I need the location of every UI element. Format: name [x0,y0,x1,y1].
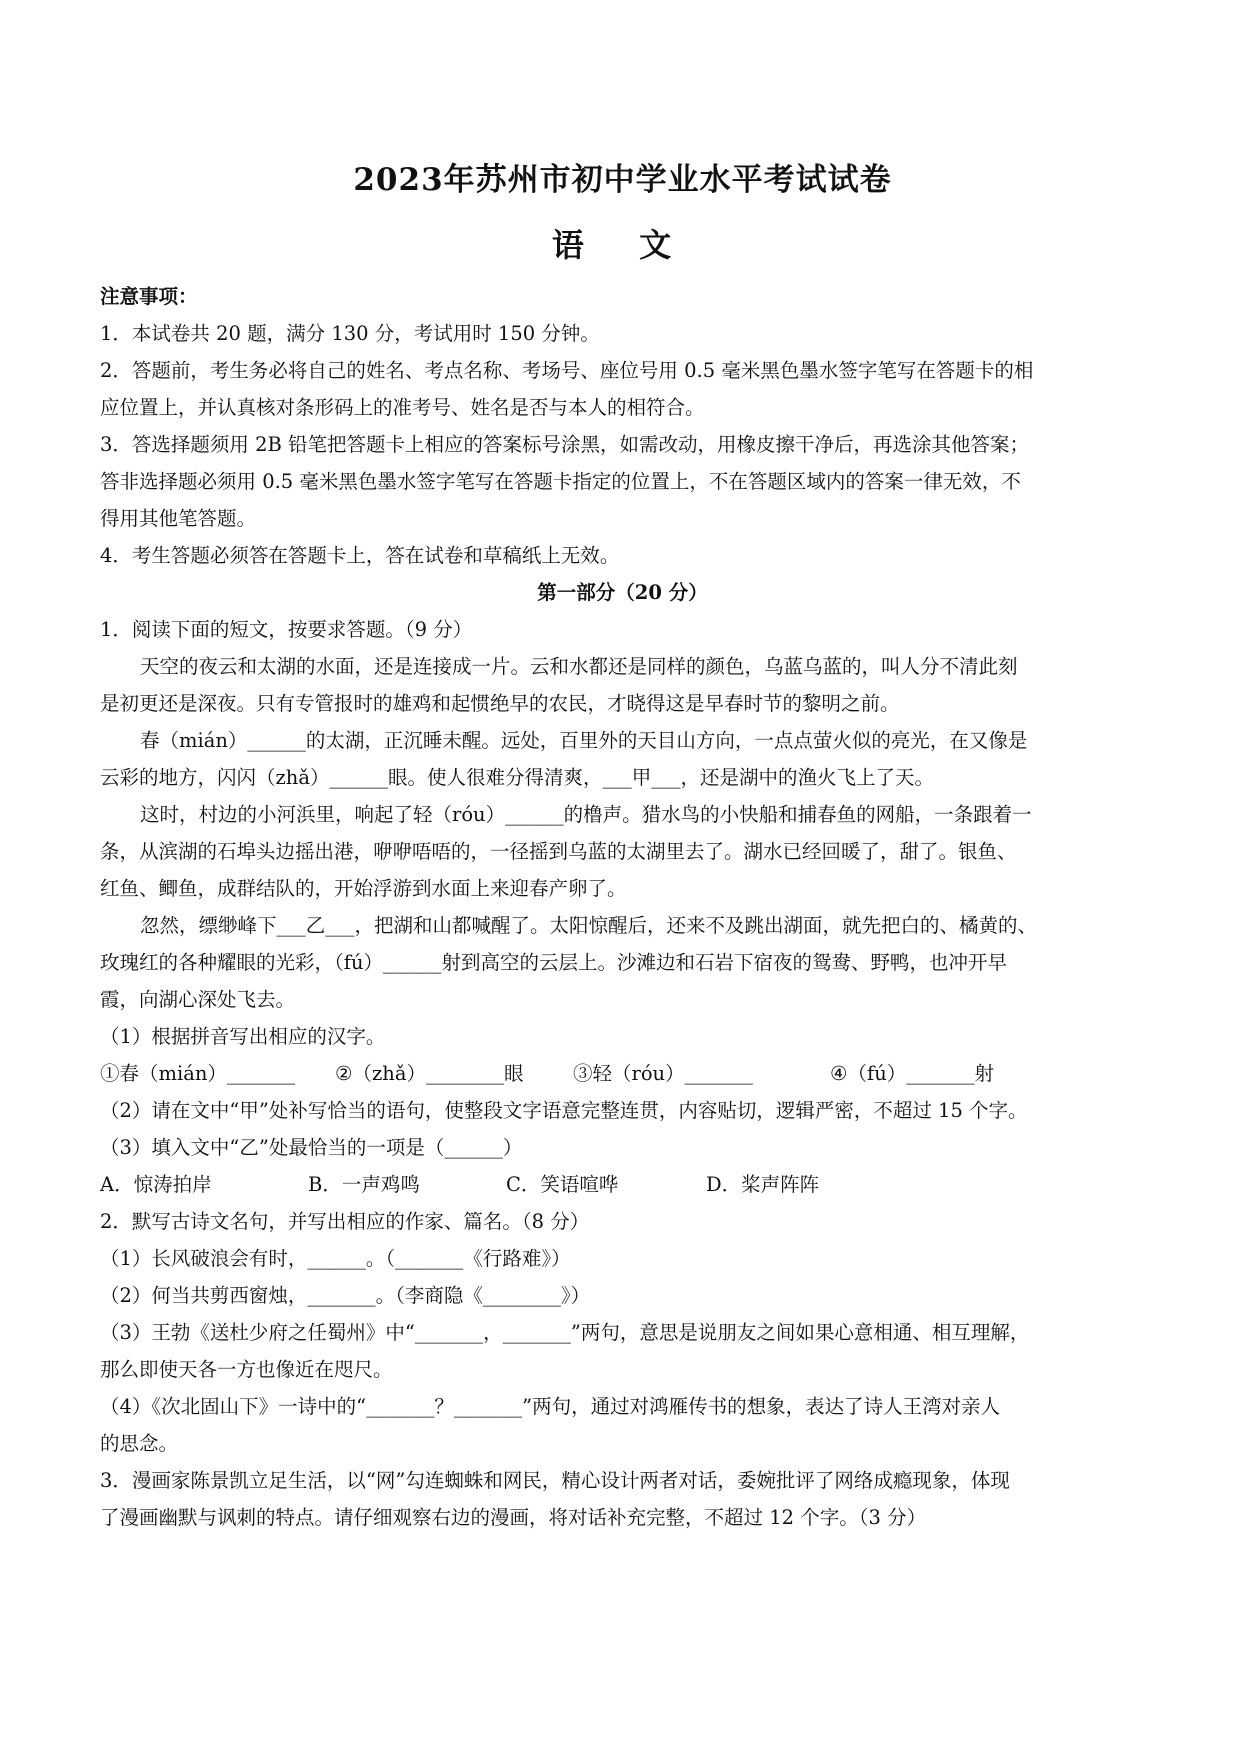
option-b: B．一声鸡鸣 [308,1173,420,1196]
exam-title: 2023年苏州市初中学业水平考试试卷 [353,162,892,198]
question-2-line: 的思念。 [100,1432,179,1455]
passage-line: 条，从滨湖的石埠头边摇出港，咿咿唔唔的，一径摇到乌蓝的太湖里去了。湖水已经回暖了，甜了。银鱼、 [100,840,1017,863]
notice-line: 应位置上，并认真核对条形码上的准考号、姓名是否与本人的相符合。 [100,396,705,419]
passage-line: 玫瑰红的各种耀眼的光彩，（fú）______射到高空的云层上。沙滩边和石岩下宿夜的鸳鸯、野鸭，也冲开早 [100,951,1008,974]
notice-line: 得用其他笔答题。 [100,507,257,530]
passage-line: 忽然，缥缈峰下___乙___，把湖和山都喊醒了。太阳惊醒后，还来不及跳出湖面，就先把白的、橘黄的、 [140,914,1038,937]
notice-line: 2．答题前，考生务必将自己的姓名、考点名称、考场号、座位号用 0.5 毫米黑色墨水签字笔写在答题卡的相 [100,359,1034,382]
passage-line: 是初更还是深夜。只有专管报时的雄鸡和起惯绝早的农民，才晓得这是早春时节的黎明之前。 [100,692,900,715]
passage-line: 霞，向湖心深处飞去。 [100,988,296,1011]
question-2-line: （4）《次北固山下》一诗中的“_______？_______”两句，通过对鸿雁传书的想象，表达了诗人王湾对亲人 [100,1395,1001,1418]
exam-page [100,150,1145,1536]
question-1-sub3: （3）填入文中“乙”处最恰当的一项是（______） [100,1136,523,1159]
pinyin-item: ④（fú）_______射 [830,1062,995,1085]
pinyin-item: ③轻（róu）_______ [573,1062,753,1085]
question-1-sub1: （1）根据拼音写出相应的汉字。 [100,1025,386,1048]
question-1-intro: 1．阅读下面的短文，按要求答题。（9 分） [100,618,473,641]
question-2-line: （3）王勃《送杜少府之任蜀州》中“_______，_______”两句，意思是说朋友之间如果心意相通、相互理解， [100,1321,1030,1344]
passage-line: 春（mián）______的太湖，正沉睡未醒。远处，百里外的天目山方向，一点点萤火似的亮光，在又像是 [140,729,1028,752]
option-c: C．笑语喧哗 [506,1173,619,1196]
question-2-line: 那么即使天各一方也像近在咫尺。 [100,1358,393,1381]
notice-line: 4．考生答题必须答在答题卡上，答在试卷和草稿纸上无效。 [100,544,620,567]
passage-line: 天空的夜云和太湖的水面，还是连接成一片。云和水都还是同样的颜色，乌蓝乌蓝的，叫人分不清此刻 [140,655,1018,678]
question-3-line: 了漫画幽默与讽刺的特点。请仔细观察右边的漫画，将对话补充完整，不超过 12 个字。（3 分） [100,1506,927,1529]
subject-title: 语 文 [551,226,694,264]
option-a: A．惊涛拍岸 [100,1173,212,1196]
question-1-sub2: （2）请在文中“甲”处补写恰当的语句，使整段文字语意完整连贯，内容贴切，逻辑严密，不超过 15 个字。 [100,1099,1028,1122]
question-3-line: 3．漫画家陈景凯立足生活，以“网”勾连蜘蛛和网民，精心设计两者对话，委婉批评了网络成瘾现象，体现 [100,1469,1010,1492]
part1-heading: 第一部分（20 分） [537,581,708,604]
pinyin-items [100,1055,1145,1092]
pinyin-item: ①春（mián）_______ [100,1062,296,1085]
notice-line: 3．答选择题须用 2B 铅笔把答题卡上相应的答案标号涂黑，如需改动，用橡皮擦干净后，再选涂其他答案； [100,433,1030,456]
passage-line: 红鱼、鲫鱼，成群结队的，开始浮游到水面上来迎春产卵了。 [100,877,627,900]
option-d: D．桨声阵阵 [706,1173,820,1196]
question-2-line: （2）何当共剪西窗烛，_______。（李商隐《________》） [100,1284,591,1307]
passage-line: 云彩的地方，闪闪（zhǎ）______眼。使人很难分得清爽，___甲___，还是湖中的渔火飞上了天。 [100,766,934,789]
question-2-intro: 2．默写古诗文名句，并写出相应的作家、篇名。（8 分） [100,1210,590,1233]
question-2-line: （1）长风破浪会有时，______。（_______《行路难》） [100,1247,571,1270]
notice-line: 1．本试卷共 20 题，满分 130 分，考试用时 150 分钟。 [100,322,600,345]
notice-heading: 注意事项： [100,285,198,308]
pinyin-item: ②（zhǎ）________眼 [335,1062,524,1085]
answer-options [100,1166,1145,1203]
passage-line: 这时，村边的小河浜里，响起了轻（róu）______的橹声。猎水鸟的小快船和捕春鱼的网船，一条跟着一 [140,803,1032,826]
notice-line: 答非选择题必须用 0.5 毫米黑色墨水签字笔写在答题卡指定的位置上，不在答题区域内的答案一律无效，不 [100,470,1021,493]
